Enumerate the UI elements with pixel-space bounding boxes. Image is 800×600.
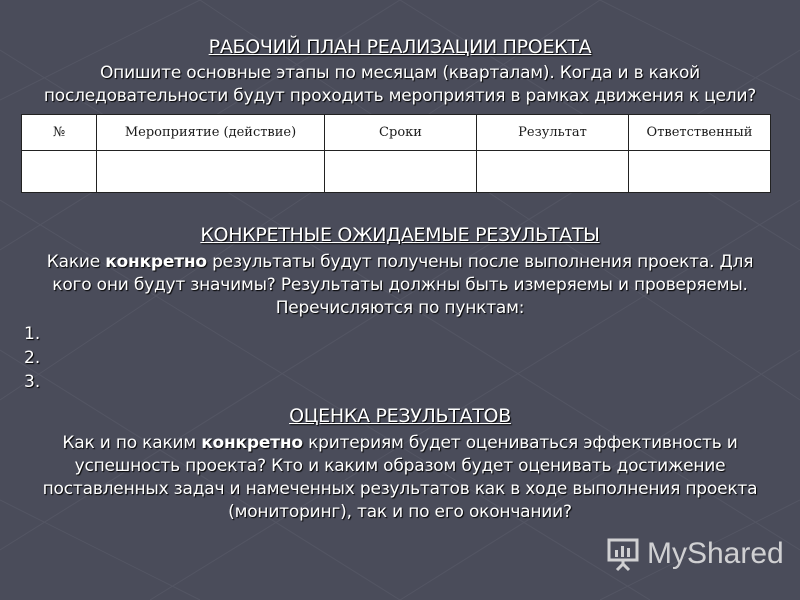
plan-table <box>21 114 771 193</box>
table-row <box>22 151 771 193</box>
eval-desc-line-1 <box>10 432 790 455</box>
eval-desc-line-2: успешность проекта? Кто и каким образом будет оценивать достижение <box>74 456 726 476</box>
plan-description <box>10 62 790 108</box>
evaluation-title: ОЦЕНКА РЕЗУЛЬТАТОВ <box>289 405 511 427</box>
text-span: Как и по каким <box>62 433 202 453</box>
table-cell <box>325 151 477 193</box>
table-cell <box>629 151 771 193</box>
list-item: 3. <box>24 372 41 392</box>
results-description <box>10 251 790 320</box>
col-header-deadline: Сроки <box>325 115 477 151</box>
table-cell <box>22 151 97 193</box>
list-item: 2. <box>24 348 41 368</box>
col-header-number: № <box>22 115 97 151</box>
plan-title: РАБОЧИЙ ПЛАН РЕАЛИЗАЦИИ ПРОЕКТА <box>208 36 592 58</box>
watermark-logo <box>605 536 784 572</box>
bold-text: конкретно <box>201 433 303 453</box>
eval-desc-line-4: (мониторинг), так и по его окончании? <box>228 502 572 522</box>
table-cell <box>477 151 629 193</box>
evaluation-description <box>10 432 790 524</box>
col-header-activity: Мероприятие (действие) <box>97 115 325 151</box>
table-header-row <box>22 115 771 151</box>
col-header-result: Результат <box>477 115 629 151</box>
plan-desc-line-1: Опишите основные этапы по месяцам (кварталам). Когда и в какой <box>99 63 701 83</box>
results-desc-line-2: кого они будут значимы? Результаты должны быть измеряемы и проверяемы. <box>52 275 748 295</box>
list-item: 1. <box>24 324 41 344</box>
text-span: результаты будут получены после выполнения проекта. Для <box>206 252 754 272</box>
eval-desc-line-3: поставленных задач и намеченных результатов как в ходе выполнения проекта <box>42 479 758 499</box>
plan-desc-line-2: последовательности будут проходить мероприятия в рамках движения к цели? <box>43 86 757 106</box>
text-span: критериям будет оцениваться эффективность и <box>302 433 738 453</box>
results-list <box>24 322 40 394</box>
results-title: КОНКРЕТНЫЕ ОЖИДАЕМЫЕ РЕЗУЛЬТАТЫ <box>200 224 600 246</box>
text-span: Какие <box>46 252 106 272</box>
col-header-responsible: Ответственный <box>629 115 771 151</box>
presentation-board-icon <box>605 536 641 572</box>
results-desc-line-3: Перечисляются по пунктам: <box>275 298 525 318</box>
results-desc-line-1 <box>10 251 790 274</box>
bold-text: конкретно <box>105 252 207 272</box>
table-cell <box>97 151 325 193</box>
watermark-text: MyShared <box>647 537 784 570</box>
